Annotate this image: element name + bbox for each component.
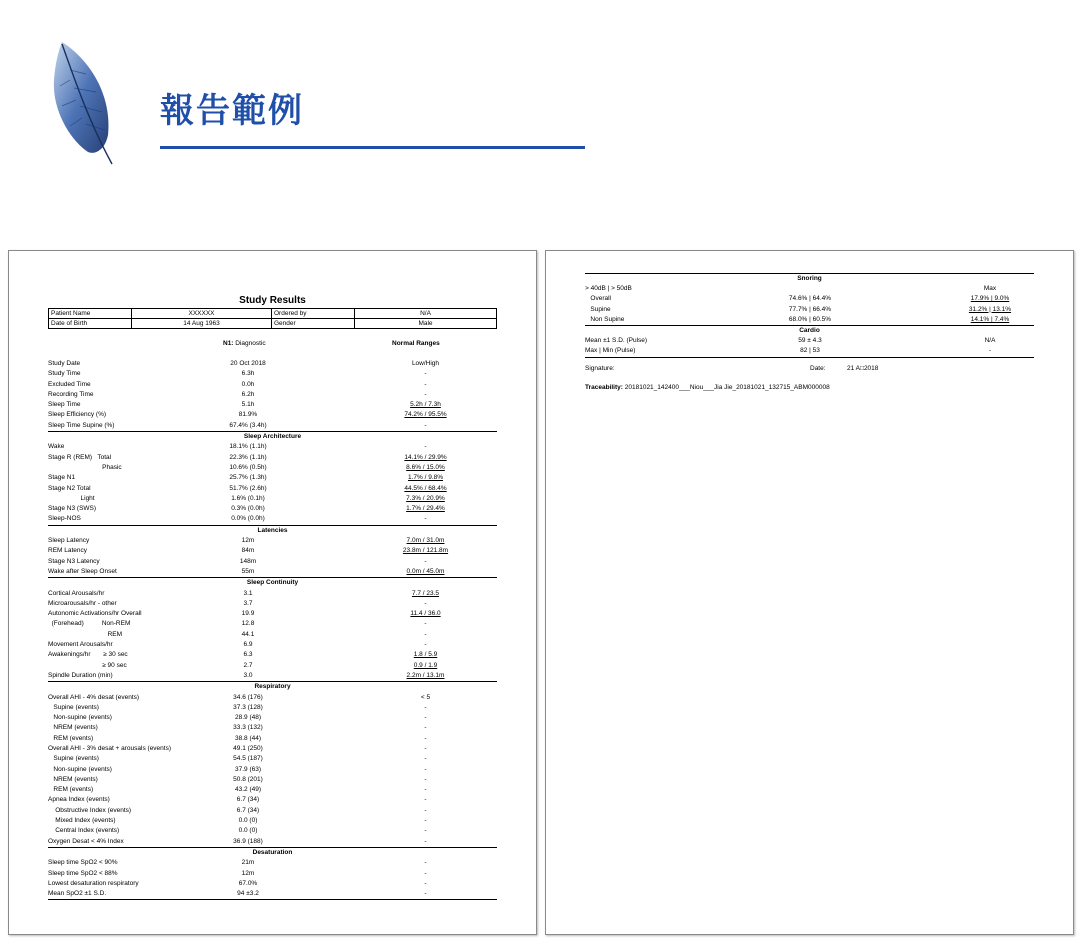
traceability-value: 20181021_142400___Niou___Jia Jie_20181021_132715_ABM000008 [624,384,830,391]
table-row [48,463,497,473]
report-page-1 [8,250,537,935]
row-value: 6.3 [243,651,253,659]
row-label: Supine (events) [48,755,99,763]
row-value: 67.4% (3.4h) [229,421,267,429]
table-row [48,713,497,723]
row-range: - [424,641,427,649]
row-label: Sleep Time Supine (%) [48,421,115,429]
row-value: 51.7% (2.6h) [229,484,267,492]
row-range: - [424,390,427,398]
row-value: 44.1 [241,630,255,638]
row-label: Movement Arousals/hr [48,641,113,649]
row-value: 6.2h [241,390,255,398]
row-label: Non-supine (events) [48,714,112,722]
row-value: 82 | 53 [800,347,820,355]
row-label: Sleep time SpO2 < 90% [48,859,118,867]
table-row [48,640,497,650]
table-row [48,619,497,629]
table-row [48,795,497,805]
row-value: 12m [241,869,255,877]
row-range: - [424,734,427,742]
row-range: - [424,775,427,783]
row-value: 33.3 (132) [233,724,263,732]
row-range: - [424,620,427,628]
row-label: ≥ 90 sec [48,661,127,669]
table-row [48,785,497,795]
row-range: 23.8m / 121.8m [402,547,449,555]
table-row [48,504,497,514]
row-value: 36.9 (188) [233,837,263,845]
table-cell: XXXXXX [132,309,272,319]
table-row [48,661,497,671]
table-row [48,703,497,713]
table-row [48,630,497,640]
table-cell: Male [355,319,497,329]
table-row [585,305,1034,315]
row-range: N/A [984,337,996,345]
row-range: - [424,879,427,887]
row-label: Stage N2 Total [48,484,91,492]
table-row [48,380,497,390]
row-range: 74.2% / 95.5% [404,411,447,419]
table-row [48,837,497,847]
table-row [48,453,497,463]
row-value: 0.3% (0.0h) [231,505,265,513]
title-underline [160,146,585,149]
table-row [48,650,497,660]
row-range: 1.7% / 9.8% [407,474,444,482]
table-row [48,609,497,619]
row-range: 5.2h / 7.3h [410,401,441,409]
row-value: 10.6% (0.5h) [229,463,267,471]
table-row [585,294,1034,304]
row-range: - [988,347,992,355]
row-value: 81.9% [238,411,258,419]
row-range: - [424,796,427,804]
row-range: 8.6% / 15.0% [406,463,445,471]
row-value: 3.0 [243,671,253,679]
study-results-title: Study Results [239,295,306,306]
row-value: 68.0% | 60.5% [788,315,832,323]
table-row [48,410,497,420]
row-value: 67.0% [238,879,258,887]
row-label: REM (events) [48,786,94,794]
table-row [48,514,497,524]
table-row [585,346,1034,356]
row-label: REM [48,630,123,638]
results-body [48,359,497,900]
table-row [49,319,497,329]
section-heading: Desaturation [48,847,497,858]
row-value: 37.3 (128) [233,703,263,711]
row-label: Stage R (REM) Total [48,453,112,461]
row-range: 0.0m / 45.0m [406,567,445,575]
table-row [585,284,1034,294]
table-row [48,889,497,899]
cardio-title: Cardio [585,325,1034,336]
row-range: Max [983,285,997,292]
section-heading: Sleep Architecture [48,431,497,442]
row-value: 12.8 [241,620,255,628]
row-value: 59 ± 4.3 [798,337,822,345]
row-value: 0.0 (0) [238,817,258,825]
table-row [48,567,497,577]
study-label-text: Diagnostic [235,340,266,347]
cardio-rows [585,336,1034,357]
row-label: Obstructive Index (events) [48,806,132,814]
table-row [48,723,497,733]
section-heading: Sleep Continuity [48,577,497,588]
snoring-title: Snoring [585,273,1034,284]
table-row [48,589,497,599]
table-cell: Date of Birth [49,319,132,329]
row-range: 7.3% / 20.9% [406,494,445,502]
row-label: Apnea Index (events) [48,796,110,804]
row-value: 38.8 (44) [234,734,262,742]
row-range: - [424,755,427,763]
row-range: 1.8 / 5.9 [413,651,438,659]
row-range: - [424,630,427,638]
row-value: 43.2 (49) [234,786,262,794]
row-range: Low/High [411,360,440,367]
table-row [585,336,1034,346]
row-value: 49.1 (250) [233,744,263,752]
table-row [48,826,497,836]
row-range: - [424,599,427,607]
table-cell: 14 Aug 1963 [132,319,272,329]
row-value: 3.7 [243,599,253,607]
row-range: 7.0m / 31.0m [406,537,445,545]
row-range: 31.2% | 13.1% [968,305,1012,313]
date-value: 21 A□2018 [847,365,879,372]
row-label: (Forehead) Non-REM [48,620,131,628]
table-cell: Patient Name [49,309,132,319]
table-row [48,546,497,556]
row-value: 3.1 [243,589,253,597]
row-label: Sleep-NOS [48,515,81,523]
row-value: 20 Oct 2018 [230,360,266,367]
snoring-section [585,273,1034,358]
row-range: 1.7% / 29.4% [406,505,445,513]
traceability-line [585,384,1034,391]
table-row [48,754,497,764]
row-label: REM Latency [48,547,88,555]
patient-info-table [48,308,497,329]
table-row [49,309,497,319]
row-label: Study Time [48,370,81,378]
table-row [48,442,497,452]
row-label: Oxygen Desat < 4% Index [48,837,124,845]
row-range: - [424,421,427,429]
row-range: - [424,557,427,565]
row-range: - [424,859,427,867]
row-range: < 5 [420,693,431,701]
row-range: - [424,869,427,877]
row-value: 25.7% (1.3h) [229,474,267,482]
row-value: 0.0% (0.0h) [231,515,265,523]
row-range: - [424,827,427,835]
date-label: Date: [810,365,826,372]
table-cell: N/A [355,309,497,319]
row-label: Study Date [48,360,81,367]
row-label: Supine (events) [48,703,99,711]
row-value: 94 ±3.2 [237,890,259,898]
row-value: 55m [241,567,255,575]
row-label: Sleep Latency [48,537,90,545]
row-range: 11.4 / 36.0 [410,610,441,618]
row-label: Non-supine (events) [48,765,112,773]
row-value: 148m [239,557,257,565]
row-value: 50.8 (201) [233,775,263,783]
row-label: Phasic [48,463,122,471]
snoring-rows [585,284,1034,325]
row-label: Excluded Time [48,380,91,388]
table-row [48,494,497,504]
table-row [48,775,497,785]
table-row [48,557,497,567]
row-label: Stage N3 Latency [48,557,100,565]
row-value: 77.7% | 66.4% [788,305,832,313]
row-label: Mean SpO2 ±1 S.D. [48,890,107,898]
row-value: 37.9 (63) [234,765,262,773]
row-label: Recording Time [48,390,94,398]
table-row [48,400,497,410]
row-value: 54.5 (187) [233,755,263,763]
row-range: 7.7 / 23.5 [411,589,440,597]
row-value: 6.7 (34) [236,806,260,814]
row-label: Mixed Index (events) [48,817,116,825]
row-value: 34.6 (176) [233,693,263,701]
row-label: Overall AHI - 4% desat (events) [48,693,140,701]
section-heading: Latencies [48,525,497,536]
table-end-rule [48,899,497,900]
traceability-label: Traceability: [585,384,623,391]
row-range: - [424,744,427,752]
row-label: Wake after Sleep Onset [48,567,117,575]
row-label: Light [48,494,95,502]
row-range: - [424,703,427,711]
page-title: 報告範例 [160,91,304,131]
study-label [223,340,266,347]
leaf-logo-icon [50,40,120,166]
row-label: Overall AHI - 3% desat + arousals (events) [48,744,172,752]
table-row [48,744,497,754]
row-value: 6.3h [241,370,255,378]
row-label: Max | Min (Pulse) [585,347,636,355]
row-label: Supine [585,305,611,313]
table-row [585,315,1034,325]
row-label: Central Index (events) [48,827,120,835]
row-label: REM (events) [48,734,94,742]
table-row [48,765,497,775]
section-heading: Respiratory [48,681,497,692]
report-page-2 [545,250,1074,935]
row-label: Stage N1 [48,474,76,482]
row-value: 22.3% (1.1h) [229,453,267,461]
row-label: Mean ±1 S.D. (Pulse) [585,337,648,345]
table-row [48,390,497,400]
table-cell: Ordered by [272,309,355,319]
row-label: Autonomic Activations/hr Overall [48,610,142,618]
row-range: 2.2m / 13.1m [406,671,445,679]
row-value: 84m [241,547,255,555]
table-row [48,369,497,379]
table-cell: Gender [272,319,355,329]
row-range: - [424,370,427,378]
table-row [48,671,497,681]
row-label: NREM (events) [48,724,98,732]
table-row [48,879,497,889]
row-value: 18.1% (1.1h) [229,443,267,451]
row-range: - [424,890,427,898]
table-row [48,421,497,431]
row-range: - [424,765,427,773]
row-label: Spindle Duration (min) [48,671,113,679]
row-range: - [424,837,427,845]
row-range: 14.1% | 7.4% [970,315,1010,323]
table-row [48,693,497,703]
row-value: 6.9 [243,641,253,649]
row-value: 28.9 (48) [234,714,262,722]
row-value: 0.0 (0) [238,827,258,835]
row-label: Microarousals/hr - other [48,599,117,607]
row-label: Stage N3 (SWS) [48,505,97,513]
row-label: Sleep time SpO2 < 88% [48,869,118,877]
table-row [48,869,497,879]
row-value: 0.0h [241,380,255,388]
row-label: Non Supine [585,315,625,323]
table-row [48,806,497,816]
row-value: 21m [241,859,255,867]
row-value: 2.7 [243,661,253,669]
row-label: Awakenings/hr ≥ 30 sec [48,651,128,659]
row-range: - [424,724,427,732]
table-row [48,599,497,609]
row-range: - [424,380,427,388]
table-row [48,734,497,744]
row-range: - [424,817,427,825]
row-label: NREM (events) [48,775,98,783]
table-row [48,484,497,494]
row-label: Wake [48,443,65,451]
row-value: 1.6% (0.1h) [231,494,265,502]
row-range: - [424,443,427,451]
row-range: 44.5% / 68.4% [404,484,447,492]
row-range: - [424,714,427,722]
normal-ranges-heading: Normal Ranges [392,340,440,347]
table-row [48,536,497,546]
row-range: - [424,515,427,523]
table-row [48,473,497,483]
row-label: Sleep Time [48,401,81,409]
row-label: Cortical Arousals/hr [48,589,105,597]
row-label: Sleep Efficiency (%) [48,411,107,419]
row-value: 5.1h [241,401,255,409]
table-row [48,359,497,369]
row-value: 74.6% | 64.4% [788,295,832,303]
row-label: Lowest desaturation respiratory [48,879,139,887]
row-value: 19.9 [241,610,255,618]
row-range: 0.9 / 1.9 [413,661,438,669]
row-range: 14.1% / 29.9% [404,453,447,461]
table-row [48,858,497,868]
row-value: 6.7 (34) [236,796,260,804]
study-label-bold: N1: [223,340,234,347]
row-value: 12m [241,537,255,545]
row-range: - [424,806,427,814]
signature-label: Signature: [585,365,615,372]
table-row [48,816,497,826]
row-range: - [424,786,427,794]
row-label: > 40dB | > 50dB [585,285,632,292]
row-range: 17.9% | 9.0% [970,295,1010,303]
row-label: Overall [585,295,612,303]
